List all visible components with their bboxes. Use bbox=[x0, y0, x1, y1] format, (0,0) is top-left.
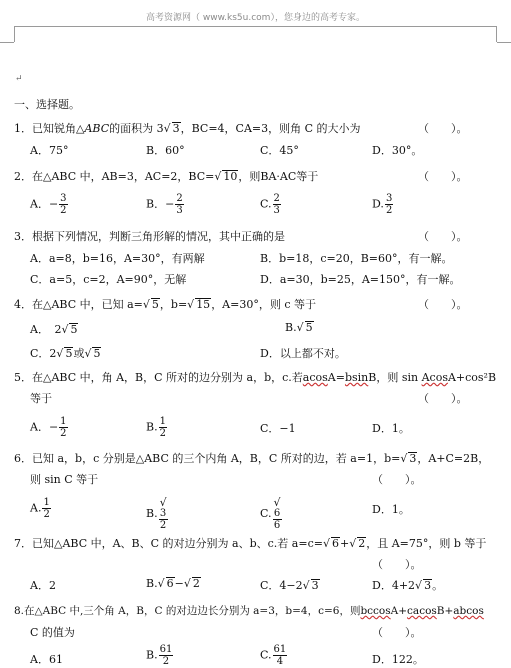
fraction: $\frac{61}{2}$ bbox=[159, 644, 173, 667]
option-8b: B. $\frac{61}{2}$ bbox=[146, 644, 173, 667]
option-2d: D. $\frac{3}{2}$ bbox=[372, 193, 393, 216]
sqrt-icon: √ bbox=[159, 496, 167, 509]
question-8: 8.在△ABC 中,三个角 A，B，C 的对边边长分别为 a=3，b=4，c=6，则bccosA+cacosB+abcos bbox=[14, 605, 484, 617]
margin-corner-right bbox=[482, 26, 497, 42]
question-5: 5．在△ABC 中，角 A，B，C 所对的边分别为 a，b，c.若acosA=bsinB，则 sin AcosA+cos²B bbox=[14, 371, 497, 384]
option-8a: A．61 bbox=[30, 653, 63, 666]
option-4b: B.√ 5 bbox=[285, 321, 313, 334]
answer-paren-1: （ ）。 bbox=[418, 122, 468, 135]
option-3c: C．a=5，c=2，A=90°，无解 bbox=[30, 273, 187, 286]
fraction: $\frac{1}{2}$ bbox=[60, 416, 67, 439]
answer-paren-8: （ ）。 bbox=[372, 626, 422, 639]
sqrt-icon: √ bbox=[349, 537, 357, 550]
sqrt-icon: √ bbox=[163, 122, 171, 135]
option-5a: A．− $\frac{1}{2}$ bbox=[30, 416, 67, 439]
question-6: 6．已知 a，b，c 分别是△ABC 的三个内角 A，B，C 所对的边，若 a=1，b=√ 3，A+C=2B， bbox=[14, 452, 490, 465]
option-4c: C．2√ 5或√ 5 bbox=[30, 347, 101, 360]
option-1d: D．30°。 bbox=[372, 144, 423, 157]
header-rule bbox=[14, 26, 497, 27]
option-2b: B．− $\frac{2}{3}$ bbox=[146, 193, 183, 216]
option-8c: C. $\frac{61}{4}$ bbox=[260, 644, 287, 667]
option-3a: A．a=8，b=16，A=30°，有两解 bbox=[30, 252, 205, 265]
option-5b: B. $\frac{1}{2}$ bbox=[146, 416, 166, 439]
fraction: $\frac{3}{2}$ bbox=[385, 193, 393, 216]
fraction: $\frac{61}{4}$ bbox=[273, 644, 287, 667]
option-1b: B．60° bbox=[146, 144, 185, 157]
sqrt-icon: √ bbox=[157, 577, 165, 590]
option-7c: C．4−2√ 3 bbox=[260, 579, 319, 592]
fraction: √ 3 2 bbox=[159, 496, 167, 531]
question-8-line2: C 的值为 bbox=[30, 626, 75, 639]
question-4: 4．在△ABC 中，已知 a=√ 5，b=√ 15，A=30°，则 c 等于 bbox=[14, 298, 316, 311]
margin-tick-left bbox=[0, 42, 14, 57]
option-6c: C. √ 6 6 bbox=[260, 496, 281, 531]
answer-paren-3: （ ）。 bbox=[418, 230, 468, 243]
sqrt-icon: √ bbox=[322, 537, 330, 550]
option-8d: D．122。 bbox=[372, 653, 424, 666]
answer-paren-2: （ ）。 bbox=[418, 170, 468, 183]
sqrt-icon: √ bbox=[415, 579, 423, 592]
option-7b: B.√ 6−√ 2 bbox=[146, 577, 200, 590]
page-header: 高考资源网（ www.ks5u.com），您身边的高考专家。 bbox=[146, 13, 365, 23]
option-6d: D．1。 bbox=[372, 503, 410, 516]
answer-paren-6: （ ）。 bbox=[372, 473, 422, 486]
answer-paren-5: （ ）。 bbox=[418, 392, 468, 405]
option-5c: C．−1 bbox=[260, 422, 296, 435]
question-6-line2: 则 sin C 等于 bbox=[30, 473, 99, 486]
sqrt-icon: √ bbox=[183, 577, 191, 590]
sqrt-icon: √ bbox=[296, 321, 304, 334]
option-6b: B. √ 3 2 bbox=[146, 496, 167, 531]
sqrt-icon: √ bbox=[214, 170, 222, 183]
option-7d: D．4+2√ 3。 bbox=[372, 579, 444, 592]
margin-tick-right bbox=[497, 42, 511, 57]
option-4d: D．以上都不对。 bbox=[260, 347, 346, 360]
option-2c: C. $\frac{2}{3}$ bbox=[260, 193, 280, 216]
sqrt-icon: √ bbox=[400, 452, 408, 465]
sqrt-icon: √ bbox=[302, 579, 310, 592]
sqrt-icon: √ bbox=[84, 347, 92, 360]
question-2: 2．在△ABC 中，AB=3，AC=2，BC=√ 10，则BA·AC等于 bbox=[14, 170, 319, 183]
fraction: $\frac{3}{2}$ bbox=[60, 193, 67, 216]
option-5d: D．1。 bbox=[372, 422, 410, 435]
option-3d: D．a=30，b=25，A=150°，有一解。 bbox=[260, 273, 461, 286]
option-2a: A．− $\frac{3}{2}$ bbox=[30, 193, 67, 216]
fraction: $\frac{2}{3}$ bbox=[273, 193, 280, 216]
sqrt-icon: √ bbox=[187, 298, 195, 311]
sqrt-icon: √ bbox=[273, 496, 281, 509]
option-4a: A． 2√ 5 bbox=[30, 323, 78, 336]
option-7a: A．2 bbox=[30, 579, 56, 592]
sqrt-icon: √ bbox=[61, 323, 69, 336]
question-1: 1．已知锐角△ABC的面积为 3√ 3，BC=4，CA=3，则角 C 的大小为 bbox=[14, 122, 361, 135]
answer-paren-7: （ ）。 bbox=[372, 558, 422, 571]
option-1c: C．45° bbox=[260, 144, 299, 157]
paragraph-mark: ↵ bbox=[15, 74, 23, 84]
question-3: 3．根据下列情况，判断三角形解的情况，其中正确的是 bbox=[14, 230, 285, 243]
section-title: 一、选择题。 bbox=[14, 98, 80, 111]
sqrt-icon: √ bbox=[142, 298, 150, 311]
option-6a: A. $\frac{1}{2}$ bbox=[30, 497, 50, 520]
option-3b: B．b=18，c=20，B=60°，有一解。 bbox=[260, 252, 453, 265]
question-5-line2: 等于 bbox=[30, 392, 52, 405]
answer-paren-4: （ ）。 bbox=[418, 298, 468, 311]
fraction: $\frac{1}{2}$ bbox=[159, 416, 166, 439]
option-1a: A．75° bbox=[30, 144, 69, 157]
fraction: $\frac{2}{3}$ bbox=[176, 193, 183, 216]
margin-corner-left bbox=[14, 26, 29, 42]
question-7: 7．已知△ABC 中，A、B、C 的对边分别为 a、b、c.若 a=c=√ 6+√ 2，且 A=75°，则 b 等于 bbox=[14, 537, 487, 550]
fraction: √ 6 6 bbox=[273, 496, 281, 531]
sqrt-icon: √ bbox=[56, 347, 64, 360]
fraction: $\frac{1}{2}$ bbox=[43, 497, 50, 520]
